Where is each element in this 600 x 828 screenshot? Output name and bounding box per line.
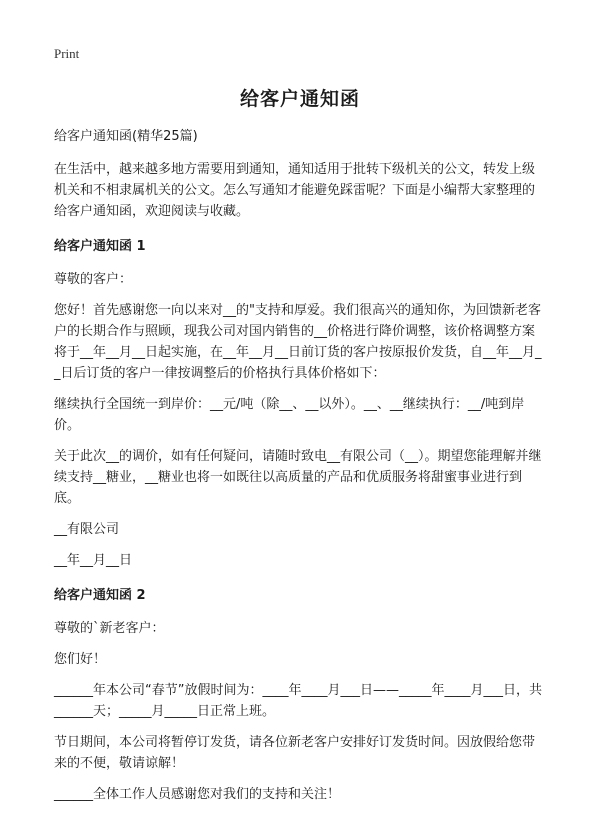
- section-heading: 给客户通知函 1: [54, 239, 146, 254]
- greeting: 您们好！: [54, 652, 107, 667]
- body-paragraph: 节日期间，本公司将暂停订发货，请各位新老客户安排好订发货时间。因放假给您带来的不便，敬请谅解！: [54, 735, 536, 771]
- body-paragraph: ______全体工作人员感谢您对我们的支持和关注！: [54, 787, 341, 802]
- body-paragraph: 关于此次__的调价，如有任何疑问，请随时致电__有限公司（__）。期望您能理解并继续支持__糖业，__糖业也将一如既往以高质量的产品和优质服务将甜蜜事业进行到底。: [54, 449, 542, 506]
- section-1: [54, 236, 546, 571]
- intro-paragraph: 在生活中，越来越多地方需要用到通知，通知适用于批转下级机关的公文，转发上级机关和不相隶属机关的公文。怎么写通知才能避免踩雷呢？下面是小编帮大家整理的给客户通知函，欢迎阅读与收藏。: [54, 162, 536, 219]
- print-link[interactable]: Print: [54, 46, 80, 61]
- body-paragraph: 继续执行全国统一到岸价：__元/吨（除__、__以外）。__、__继续执行：__/吨到岸价。: [54, 397, 525, 433]
- document-title: 给客户通知函: [239, 88, 360, 110]
- signature-company: __有限公司: [54, 522, 120, 537]
- salutation: 尊敬的客户：: [54, 272, 133, 287]
- body-paragraph: ______年本公司“春节”放假时间为：____年____月___日——_____年____月___日，共______天；_____月_____日正常上班。: [54, 683, 542, 719]
- document-subtitle: 给客户通知函(精华25篇): [54, 129, 198, 144]
- signature-date: __年__月__日: [54, 553, 133, 568]
- section-heading: 给客户通知函 2: [54, 588, 146, 603]
- section-2: [54, 585, 546, 805]
- salutation: 尊敬的`新老客户：: [54, 621, 165, 636]
- body-paragraph: 您好！首先感谢您一向以来对__的"支持和厚爱。我们很高兴的通知你，为回馈新老客户的长期合作与照顾，现我公司对国内销售的__价格进行降价调整，该价格调整方案将于__年__月__日起实施，在__年__月__日前订货的客户按原报价发货，自__年__月__日后订货的客户一律按调整后的价格执行具体价格如下：: [54, 303, 542, 381]
